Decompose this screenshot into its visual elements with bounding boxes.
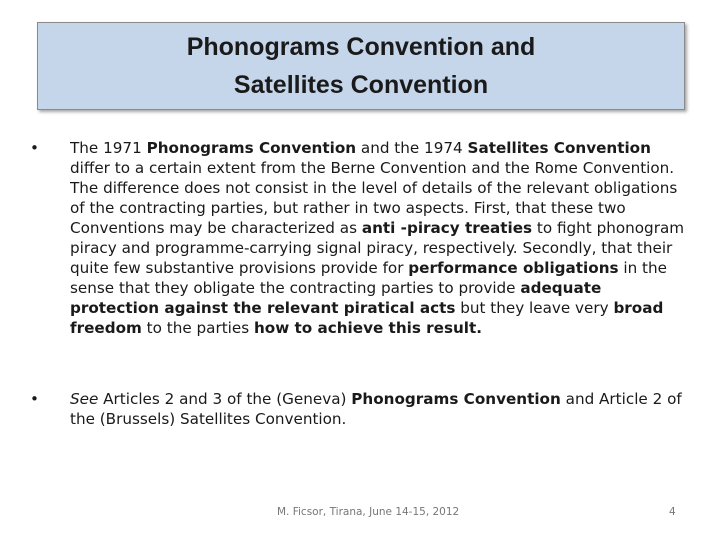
text-segment: The 1971 — [70, 139, 147, 157]
bullet-marker: • — [30, 390, 39, 408]
slide-title-line-1: Phonograms Convention and — [186, 33, 536, 61]
text-segment: to the parties — [141, 319, 254, 337]
text-segment: Articles 2 and 3 of the (Geneva) — [98, 390, 352, 408]
bullet-text-2 — [70, 389, 690, 429]
bold-segment: Phonograms Convention — [351, 390, 561, 408]
page-number: 4 — [669, 506, 676, 518]
bullet-item-2 — [30, 389, 690, 429]
text-segment: differ to a certain extent from the Berne Convention and the Rome Convention. The difference does not consist in the level of details of the relevant obligations of the contracting parties, but rather in two aspects. First, that these two Conventions may be characterized as — [70, 159, 678, 237]
italic-segment: See — [70, 390, 99, 408]
bullet-item-1 — [30, 138, 690, 338]
bold-segment: performance obligations — [408, 259, 619, 277]
bullet-text-1 — [70, 138, 690, 338]
bold-segment: Satellites Convention — [467, 139, 651, 157]
bold-segment: anti -piracy treaties — [361, 219, 533, 237]
text-segment: and Article 2 of the (Brussels) Satellites Convention. — [70, 390, 682, 428]
bold-segment: broad freedom — [70, 299, 664, 337]
slide-title-line-2: Satellites Convention — [233, 71, 489, 99]
text-segment: to fight phonogram piracy and programme-carrying signal piracy, respectively. Secondly, that their quite few substantive provisions provide for — [70, 219, 685, 277]
bold-segment: how to achieve this result. — [253, 319, 483, 337]
text-segment: in the sense that they obligate the contracting parties to provide — [70, 259, 667, 297]
footer-text: M. Ficsor, Tirana, June 14-15, 2012 — [277, 506, 460, 518]
title-box — [37, 22, 685, 110]
text-segment: but they leave very — [455, 299, 614, 317]
text-segment: and the 1974 — [356, 139, 468, 157]
bold-segment: Phonograms Convention — [146, 139, 357, 157]
bullet-marker: • — [30, 139, 39, 157]
bold-segment: adequate protection against the relevant piratical acts — [70, 279, 602, 317]
